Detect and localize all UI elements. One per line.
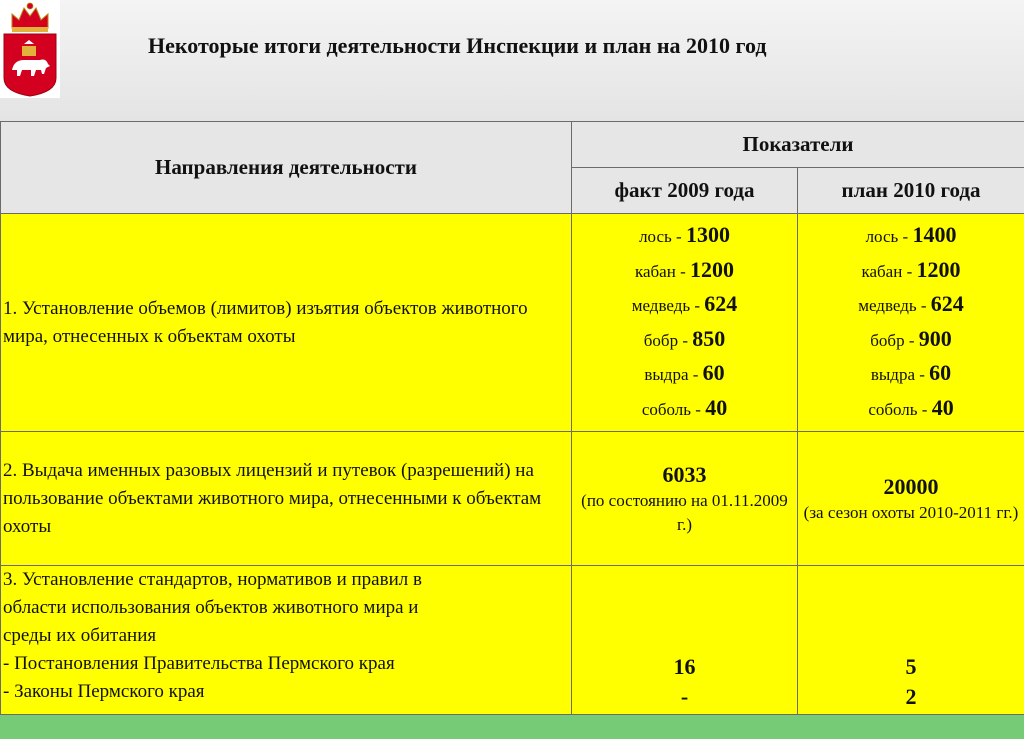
description-line: - Постановления Правительства Пермского края (3, 653, 395, 674)
value-line: медведь - 624 (631, 291, 738, 316)
value-line: медведь - 624 (858, 291, 964, 316)
value-line: лось - 1300 (639, 222, 730, 247)
plan-note: (за сезон охоты 2010-2011 гг.) (803, 502, 1019, 522)
results-table (0, 121, 1024, 715)
column-header-indicators: Показатели (572, 122, 1024, 168)
footer-bar (0, 715, 1024, 739)
value-line: выдра - 60 (644, 360, 725, 385)
table-row (1, 432, 1024, 566)
description-line: - Законы Пермского края (3, 681, 205, 702)
column-header-fact-2009: факт 2009 года (572, 168, 798, 214)
plan-resolutions-count: 5 (905, 654, 917, 679)
plan-values-cell (798, 432, 1024, 566)
value-line: соболь - 40 (868, 394, 954, 420)
table-row (1, 214, 1024, 432)
value-line: выдра - 60 (870, 360, 952, 385)
page-title: Некоторые итоги деятельности Инспекции и план на 2010 год (148, 33, 767, 58)
row-description (1, 566, 572, 715)
description-line: области использования объектов животного мира и (3, 597, 419, 618)
plan-count: 20000 (883, 473, 939, 499)
column-header-plan-2010: план 2010 года (798, 168, 1024, 214)
description-line: среды их обитания (3, 625, 157, 646)
value-line: бобр - 900 (870, 325, 952, 351)
fact-resolutions-count: 16 (673, 654, 696, 679)
plan-values-cell (798, 214, 1024, 432)
row-description: 2. Выдача именных разовых лицензий и путевок (разрешений) на пользование объектами животного мира, отнесенными к объектам охоты (1, 432, 572, 566)
perm-krai-coat-of-arms-icon (0, 0, 60, 98)
value-line: кабан - 1200 (861, 256, 961, 282)
fact-count: 6033 (662, 461, 707, 487)
value-line: бобр - 850 (643, 325, 726, 351)
value-line: кабан - 1200 (634, 256, 734, 282)
plan-laws-count: 2 (905, 684, 917, 709)
column-header-directions: Направления деятельности (1, 122, 572, 214)
page-header (0, 0, 1024, 121)
plan-values-cell (798, 566, 1024, 715)
fact-values-cell (572, 214, 798, 432)
fact-laws-count: - (680, 684, 689, 709)
value-line: лось - 1400 (865, 222, 957, 247)
fact-note: (по состоянию на 01.11.2009 г.) (581, 490, 788, 534)
row-description: 1. Установление объемов (лимитов) изъятия объектов животного мира, отнесенных к объектам охоты (1, 214, 572, 432)
value-line: соболь - 40 (641, 394, 728, 420)
description-line: 3. Установление стандартов, нормативов и правил в (3, 569, 422, 590)
table-row (1, 566, 1024, 715)
fact-values-cell (572, 432, 798, 566)
fact-values-cell (572, 566, 798, 715)
